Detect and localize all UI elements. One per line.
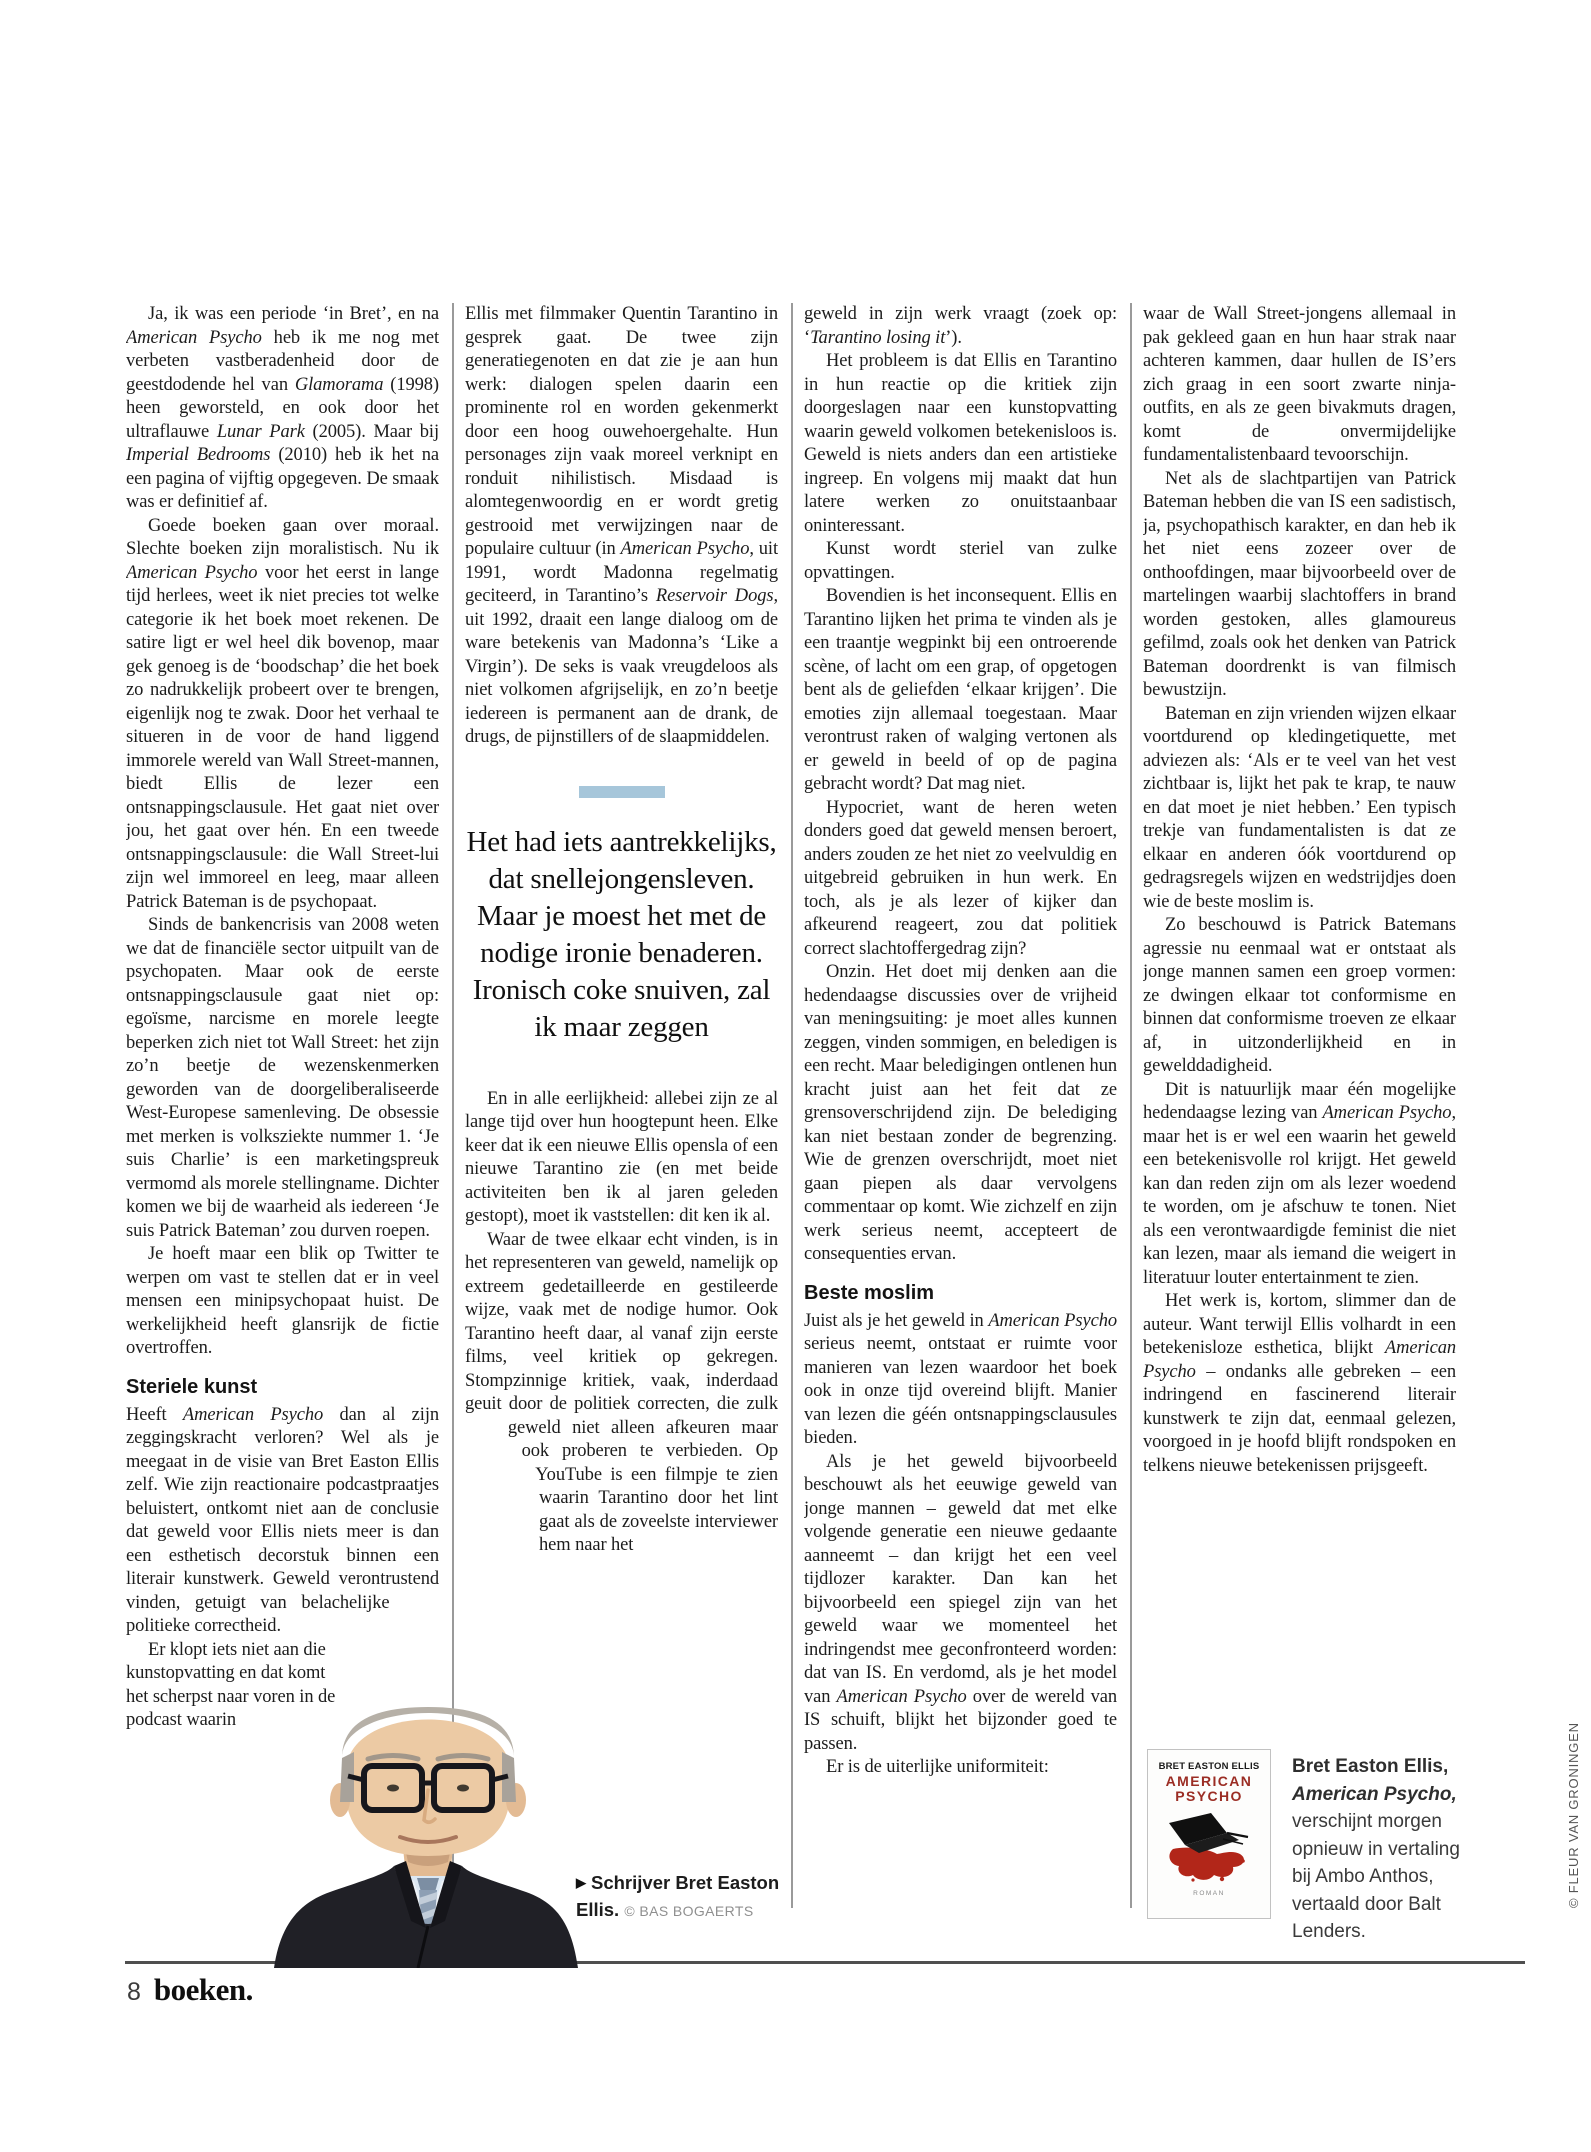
- paragraph: geweld in zijn werk vraagt (zoek op: ‘Tarantino losing it’).: [804, 304, 1117, 348]
- book-info-author: Bret Easton Ellis,: [1292, 1756, 1449, 1777]
- paragraph: Kunst wordt steriel van zulke opvattingen.: [804, 539, 1117, 583]
- paragraph: Bateman en zijn vrienden wijzen elkaar voortdurend op kledingetiquette, met adviezen als: ‘Als er te veel van het vest zichtbaar is, lijkt het pak te krap, te nauw en dat moet je niet hebben.’ Een typisch trekje van fundamentalisten is dat ze elkaar en anderen óók voortdurend op gedragsregels wijzen en wedstrijdjes doen wie de beste moslim is.: [1143, 703, 1456, 912]
- paragraph: Juist als je het geweld in American Psycho serieus neemt, ontstaat er ruimte voor manieren van lezen waardoor het boek ook in onze tijd overeind blijft. Manier van lezen die géén ontsnappingsclausules bieden.: [804, 1310, 1117, 1448]
- article-column-3: [804, 303, 1117, 1780]
- paragraph: Heeft American Psycho dan al zijn zeggingskracht verloren? Wel als je meegaat in de visie van Bret Easton Ellis zelf. Wie zijn reactionaire podcastpraatjes beluistert, ontkomt niet aan de conclusie dat geweld voor Ellis niets meer is dan een esthetisch decorstuk binnen een literair kunstwerk. Geweld verontrustend vinden, getuigt van belachelijke politieke correctheid.: [126, 1404, 439, 1639]
- subheading: Steriele kunst: [126, 1375, 258, 1398]
- caption-arrow-icon: ▶: [576, 1875, 586, 1890]
- paragraph: Zo beschouwd is Patrick Batemans agressie nu eenmaal wat er ontstaat als jonge mannen samen een groep vormen: ze dwingen elkaar tot conformisme en binnen dat conformisme troeven ze elkaar af, in uitzonderlijkheid en in gewelddadigheid.: [1143, 915, 1456, 1076]
- article-column-4: [1143, 303, 1456, 1478]
- paragraph: Bovendien is het inconsequent. Ellis en Tarantino lijken het prima te vinden als je een traantje wegpinkt bij een ontroerende scène, of lacht om een grap, of opgetogen bent als de geliefden ‘elkaar krijgen’. Die emoties zijn allemaal toegestaan. Maar verontrust raken of walging vertonen als er geweld in beeld of op de pagina gebracht wordt? Dat mag niet.: [804, 586, 1117, 794]
- book-info-details: verschijnt morgen opnieuw in vertaling bij Ambo Anthos, vertaald door Balt Lenders.: [1292, 1811, 1460, 1942]
- paragraph: Onzin. Het doet mij denken aan die hedendaagse discussies over de vrijheid van meningsuiting: je moet alles kunnen zeggen, vinden sommigen, en beledigen is een recht. Maar beledigingen ontlenen hun kracht juist aan het feit dat ze grensoverschrijdend zijn. De belediging kan niet bestaan zonder de begrenzing. Wie de grenzen overschrijdt, moet niet gaan piepen als daar vervolgens commentaar op komt. Wie zichzelf en zijn werk serieus neemt, accepteert de consequenties ervan.: [804, 962, 1117, 1264]
- paragraph: Er klopt iets niet aan die kunstopvatting en dat komt het scherpst naar voren in de podcast waarin: [126, 1639, 336, 1730]
- pull-quote-accent-bar: [579, 786, 665, 798]
- paragraph: Als je het geweld bijvoorbeeld beschouwt als het eeuwige geweld van jonge mannen – geweld dat met elke volgende generatie een nieuwe gedaante aanneemt – dan krijgt het een veel tijdlozer karakter. Dan kan het bijvoorbeeld een spiegel zijn van het geweld waar we momenteel het indringendst mee geconfronteerd worden: dat van IS. En verdomd, als je het model van American Psycho over de wereld van IS schuift, blijkt het bijzonder goed te passen.: [804, 1451, 1117, 1754]
- paragraph: Net als de slachtpartijen van Patrick Bateman hebben die van IS een sadistisch, ja, psychopathisch karakter, en dan heb ik het niet eens zozeer over de onthoofdingen, maar bijvoorbeeld over de martelingen waarbij slachtoffers in brand worden gestoken, alles glamoureus gefilmd, zoals ook het denken van Patrick Bateman doordrenkt is van filmisch bewustzijn.: [1143, 468, 1456, 700]
- article-column-1: [126, 303, 439, 1736]
- book-info-title: American Psycho,: [1292, 1783, 1457, 1805]
- pull-quote: [465, 786, 778, 1046]
- paragraph: Goede boeken gaan over moraal. Slechte boeken zijn moralistisch. Nu ik American Psycho voor het eerst in lange tijd herlees, weet ik niet precies tot welke categorie ik het boek moet rekenen. De satire ligt er wel heel dik bovenop, maar gek genoeg is de ‘boodschap’ die het boek zo nadrukkelijk probeert over te brengen, eigenlijk nog te zwak. Door het verhaal te situeren in de voor de hand liggend immorele wereld van Wall Street-mannen, biedt Ellis de lezer een ontsnappingsclausule. Het gaat niet over jou, het gaat over hén. En een tweede ontsnappingsclausule: die Wall Street-lui zijn wel immoreel en leeg, maar alleen Patrick Bateman is de psychopaat.: [126, 515, 439, 912]
- paragraph: En in alle eerlijkheid: allebei zijn ze al lange tijd over hun hoogtepunt heen. Elke keer dat ik een nieuwe Ellis opensla of een nieuwe Tarantino zie (en met beide activiteiten ben ik al jaren geleden gestopt), moet ik vaststellen: dit ken ik al.: [465, 1088, 778, 1226]
- column-divider: [1130, 303, 1132, 1908]
- book-info: [1292, 1753, 1484, 1946]
- paragraph: waar de Wall Street-jongens allemaal in pak gekleed gaan en hun haar strak naar achteren kammen, daar hullen de IS’ers zich graag in een soort zwarte ninja-outfits, en als ze geen bivakmuts dragen, komt de onvermijdelijke fundamentalistenbaard tevoorschijn.: [1143, 304, 1456, 465]
- book-cover-art: [1163, 1809, 1255, 1883]
- paragraph: Sinds de bankencrisis van 2008 weten we dat de financiële sector uitpuilt van de psychopaten. Maar ook de eerste ontsnappingsclausule gaat niet op: egoïsme, narcisme en morele leegte beperken zich niet tot Wall Street: het zijn zo’n beetje de wezenskenmerken geworden van de doorgeliberaliseerde West-Europese samenleving. De obsessie met merken is volksziekte nummer 1. ‘Je suis Charlie’ is een marketingspreuk vermomd als morele stellingname. Dichter komen we bij de waarheid als iedereen ‘Je suis Patrick Bateman’ zou durven roepen.: [126, 915, 439, 1241]
- book-cover-imprint: ROMAN: [1193, 1890, 1225, 1897]
- book-cover-title: AMERICAN PSYCHO: [1165, 1773, 1253, 1804]
- page-number: 8: [127, 1978, 141, 2006]
- subheading: Beste moslim: [804, 1281, 935, 1304]
- photo-wrap-spacer: [465, 1417, 539, 1565]
- portrait-illustration: [268, 1680, 578, 1968]
- paragraph: Het probleem is dat Ellis en Tarantino in hun reactie op die kritiek zijn doorgeslagen naar een kunstopvatting waarin geweld volkomen betekenisloos is. Geweld is niets anders dan een artistieke ingreep. En volgens mij maakt dat hun latere werken zo onuitstaanbaar oninteressant.: [804, 351, 1117, 536]
- paragraph: Je hoeft maar een blik op Twitter te werpen om vast te stellen dat er in veel mensen een minipsychopaat huist. De werkelijkheid heeft glansrijk de fictie overtroffen.: [126, 1244, 439, 1358]
- column-divider: [791, 303, 793, 1908]
- paragraph: Dit is natuurlijk maar één mogelijke hedendaagse lezing van American Psycho, maar het is er wel een waarin het geweld een betekenisvolle rol krijgt. Het geweld kan dan reden zijn om als lezer woedend te worden, om je afschuw te tonen. Niet als een verontwaardigde feminist die niet kan lezen, maar als iemand die weigert in literatuur louter entertainment te zien.: [1143, 1079, 1456, 1288]
- pull-quote-text: Het had iets aantrekkelijks, dat snellejongensleven. Maar je moest het met de nodige ironie benaderen. Ironisch coke snuiven, zal ik maar zeggen: [466, 825, 777, 1043]
- section-logo: boeken.: [153, 1972, 253, 2007]
- paragraph: Er is de uiterlijke uniformiteit:: [826, 1757, 1049, 1777]
- photo-caption: [576, 1870, 804, 1924]
- column-divider: [452, 303, 454, 1908]
- paragraph: Ja, ik was een periode ‘in Bret’, en na American Psycho heb ik me nog met verbeten vastberadenheid door de geestdodende hel van Glamorama (1998) heen geworsteld, en ook door het ultraflauwe Lunar Park (2005). Maar bij Imperial Bedrooms (2010) heb ik het na een pagina of vijftig opgegeven. De smaak was er definitief af.: [126, 304, 439, 512]
- caption-credit: © BAS BOGAERTS: [624, 1903, 754, 1919]
- footer: [127, 1972, 253, 2008]
- paragraph: Waar de twee elkaar echt vinden, is in het representeren van geweld, namelijk op extreem gedetailleerde en gestileerde wijze, vaak met de nodige humor. Ook Tarantino heeft daar, al vanaf zijn eerste films, veel kritiek op gekregen. Stompzinnige kritiek, vaak, inderdaad geuit door de politiek correcten, die zulk geweld niet alleen afkeuren maar ook proberen te verbieden. Op YouTube is een filmpje te zien waarin Tarantino door het lint gaat als de zoveelste interviewer hem naar het: [465, 1229, 778, 1558]
- photo-credit-vertical: © FLEUR VAN GRONINGEN: [1566, 1722, 1581, 1908]
- paragraph: Ellis met filmmaker Quentin Tarantino in gesprek gaat. De twee zijn generatiegenoten en dat zie je aan hun werk: dialogen spelen daarin een prominente rol en worden gekenmerkt door een hoog ouwehoergehalte. Hun personages zijn vaak moreel verknipt en ronduit nihilistisch. Misdaad is alomtegenwoordig en er wordt gretig gestrooid met verwijzingen naar de populaire cultuur (in American Psycho, uit 1991, wordt Madonna regelmatig geciteerd, in Tarantino’s Reservoir Dogs, uit 1992, draait een lange dialoog om de ware betekenis van Madonna’s ‘Like a Virgin’). De seks is vaak vreugdeloos als niet volkomen afgrijselijk, en zo’n beetje iedereen is permanent aan de drank, de drugs, de pijnstillers of de slaapmiddelen.: [465, 304, 778, 747]
- paragraph: Het werk is, kortom, slimmer dan de auteur. Want terwijl Ellis volhardt in een betekenisloze esthetica, blijkt American Psycho – ondanks alle gebreken – een indringend en fascinerend literair kunstwerk te zijn dat, eenmaal gelezen, voorgoed in je hoofd blijft rondspoken en telkens nieuwe betekenissen prijsgeeft.: [1143, 1291, 1456, 1476]
- bret-easton-ellis-photo: [268, 1680, 578, 1968]
- article-column-2: [465, 303, 778, 1565]
- book-cover: [1147, 1749, 1271, 1919]
- caption-text: Schrijver Bret Easton Ellis.: [576, 1872, 780, 1920]
- book-cover-author: BRET EASTON ELLIS: [1158, 1761, 1260, 1772]
- paragraph: Hypocriet, want de heren weten donders goed dat geweld mensen beroert, anders zouden ze het niet zo veelvuldig en uitgebreid gebruiken in hun werk. En toch, als je als lezer of kijker dan afkeurend reageert, zou dat politiek correct slachtoffergedrag zijn?: [804, 797, 1117, 959]
